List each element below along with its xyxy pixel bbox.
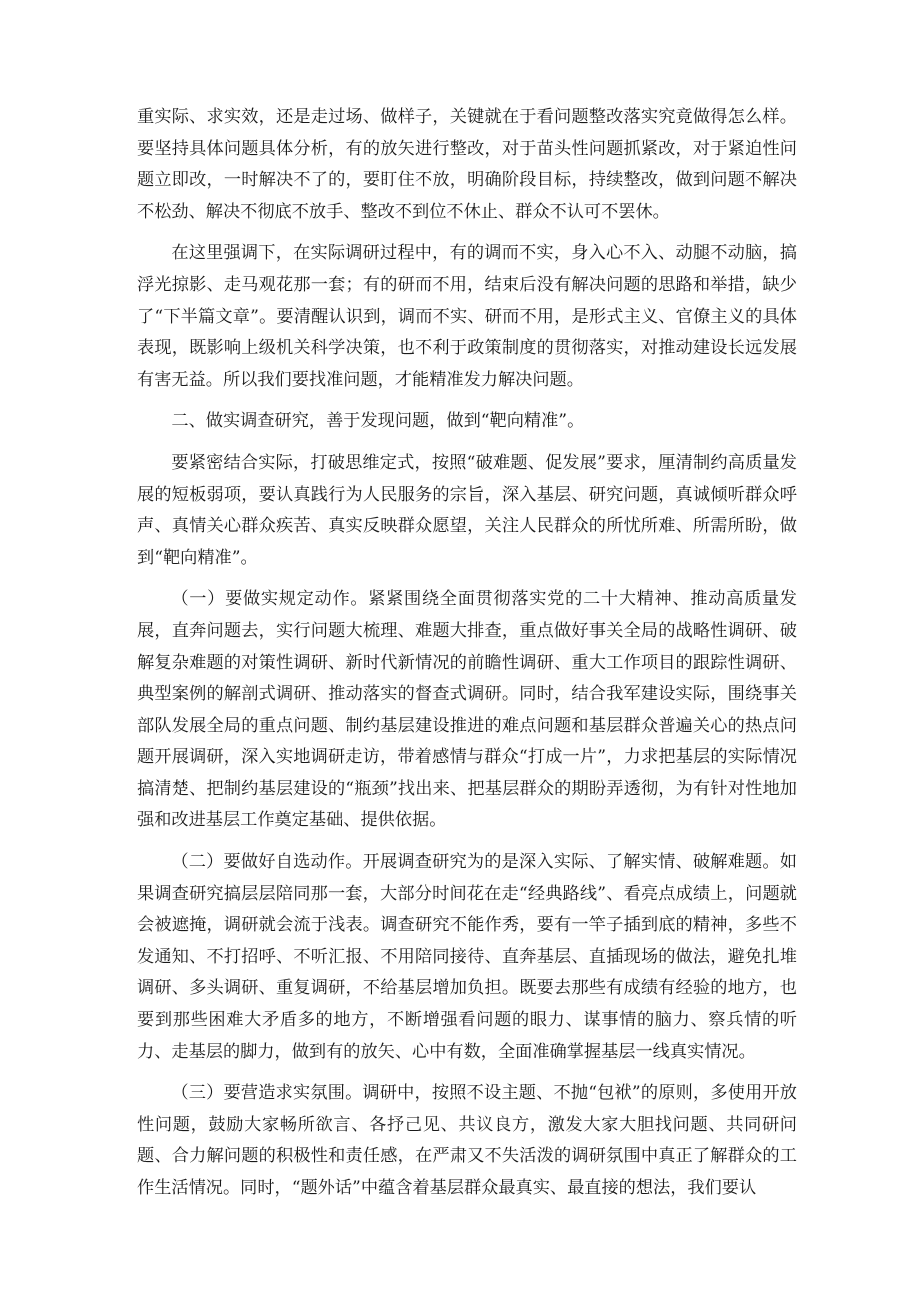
- paragraph-2: 在这里强调下，在实际调研过程中，有的调而不实，身入心不入、动腿不动脑，搞浮光掠影、走马观花那一套；有的研而不用，结束后没有解决问题的思路和举措，缺少了“下半篇文章”。要清醒认识到，调而不实、研而不用，是形式主义、官僚主义的具体表现，既影响上级机关科学决策，也不利于政策制度的贯彻落实，对推动建设长远发展有害无益。所以我们要找准问题，才能精准发力解决问题。: [137, 243, 797, 390]
- paragraph-4: 要紧密结合实际，打破思维定式，按照“破难题、促发展”要求，厘清制约高质量发展的短板弱项，要认真践行为人民服务的宗旨，深入基层、研究问题，真诚倾听群众呼声、真情关心群众疾苦、真实反映群众愿望，关注人民群众的所忧所难、所需所盼，做到“靶向精准”。: [137, 452, 797, 568]
- paragraph-5: （一）要做实规定动作。紧紧围绕全面贯彻落实党的二十大精神、推动高质量发展，直奔问题去，实行问题大梳理、难题大排查，重点做好事关全局的战略性调研、破解复杂难题的对策性调研、新时代新情况的前瞻性调研、重大工作项目的跟踪性调研、典型案例的解剖式调研、推动落实的督查式调研。同时，结合我军建设实际，围绕事关部队发展全局的重点问题、制约基层建设推进的难点问题和基层群众普遍关心的热点问题开展调研，深入实地调研走访，带着感情与群众“打成一片”，力求把基层的实际情况搞清楚、把制约基层建设的“瓶颈”找出来、把基层群众的期盼弄透彻，为有针对性地加强和改进基层工作奠定基础、提供依据。: [137, 589, 797, 831]
- document-page: [137, 102, 797, 1215]
- paragraph-6: （二）要做好自选动作。开展调查研究为的是深入实际、了解实情、破解难题。如果调查研究搞层层陪同那一套，大部分时间花在走“经典路线”、看亮点成绩上，问题就会被遮掩，调研就会流于浅表。调查研究不能作秀，要有一竿子插到底的精神，多些不发通知、不打招呼、不听汇报、不用陪同接待、直奔基层、直插现场的做法，避免扎堆调研、多头调研、重复调研，不给基层增加负担。既要去那些有成绩有经验的地方，也要到那些困难大矛盾多的地方，不断增强看问题的眼力、谋事情的脑力、察兵情的听力、走基层的脚力，做到有的放矢、心中有数，全面准确掌握基层一线真实情况。: [137, 852, 797, 1062]
- paragraph-1: 重实际、求实效，还是走过场、做样子，关键就在于看问题整改落实究竟做得怎么样。要坚持具体问题具体分析，有的放矢进行整改，对于苗头性问题抓紧改，对于紧迫性问题立即改，一时解决不了的，要盯住不放，明确阶段目标，持续整改，做到问题不解决不松劲、解决不彻底不放手、整改不到位不休止、群众不认可不罢休。: [137, 107, 797, 222]
- section-heading: 二、做实调查研究，善于发现问题，做到“靶向精准”。: [171, 411, 585, 432]
- paragraph-7: （三）要营造求实氛围。调研中，按照不设主题、不抛“包袱”的原则，多使用开放性问题，鼓励大家畅所欲言、各抒己见、共议良方，激发大家大胆找问题、共同研问题、合力解问题的积极性和责任感，在严肃又不失活泼的调研氛围中真正了解群众的工作生活情况。同时，“题外话”中蕴含着基层群众最真实、最直接的想法，我们要认: [137, 1083, 797, 1198]
